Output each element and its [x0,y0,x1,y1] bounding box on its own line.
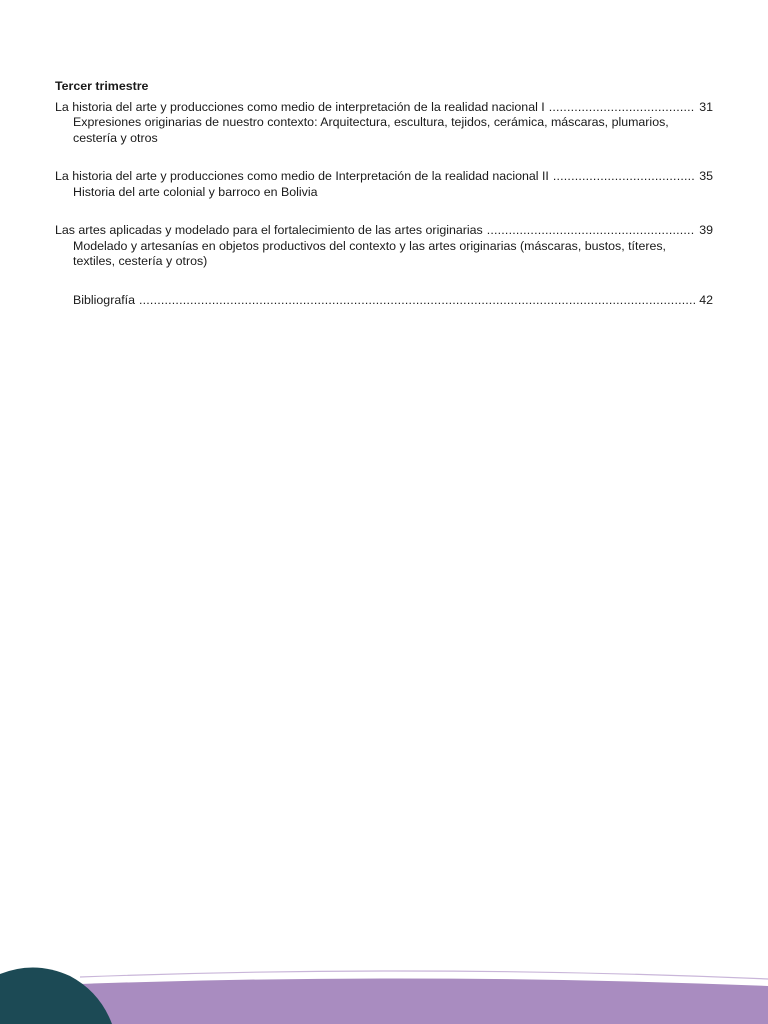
toc-group [55,169,713,200]
dot-leader [487,223,695,239]
toc-entry-title: La historia del arte y producciones como medio de Interpretación de la realidad nacional II [55,169,549,183]
toc-entry-subtitle: Modelado y artesanías en objetos productivos del contexto y las artes originarias (máscaras, bustos, títeres, textiles, cestería y otros) [73,238,666,268]
toc-entry[interactable] [55,223,713,239]
toc-entry[interactable] [55,169,713,185]
toc-entry-bibliography[interactable] [73,293,713,309]
toc-entry-page: 35 [699,169,713,183]
toc-entry-page: 31 [699,99,713,114]
toc-entry[interactable] [55,100,713,116]
dot-leader [553,169,695,185]
footer-decoration [0,964,768,1024]
toc-entry-page: 42 [699,292,713,307]
toc-entry-title: La historia del arte y producciones como medio de interpretación de la realidad nacional I [55,99,545,114]
toc-entry-title: Bibliografía [73,292,135,307]
section-title: Tercer trimestre [55,79,149,93]
toc-entry-page: 39 [699,223,713,237]
toc-group [55,293,713,309]
toc-entry-title: Las artes aplicadas y modelado para el fortalecimiento de las artes originarias [55,223,483,237]
footer-curve-line [80,971,768,979]
toc-entry-subtitle: Historia del arte colonial y barroco en Bolivia [73,184,318,199]
footer-purple-band [80,978,768,1024]
table-of-contents [55,79,713,308]
toc-group [55,223,713,270]
toc-group [55,100,713,147]
dot-leader [549,100,695,116]
toc-entry-subtitle: Expresiones originarias de nuestro contexto: Arquitectura, escultura, tejidos, cerámica, máscaras, plumarios, cestería y otros [73,115,669,145]
dot-leader [139,293,695,309]
